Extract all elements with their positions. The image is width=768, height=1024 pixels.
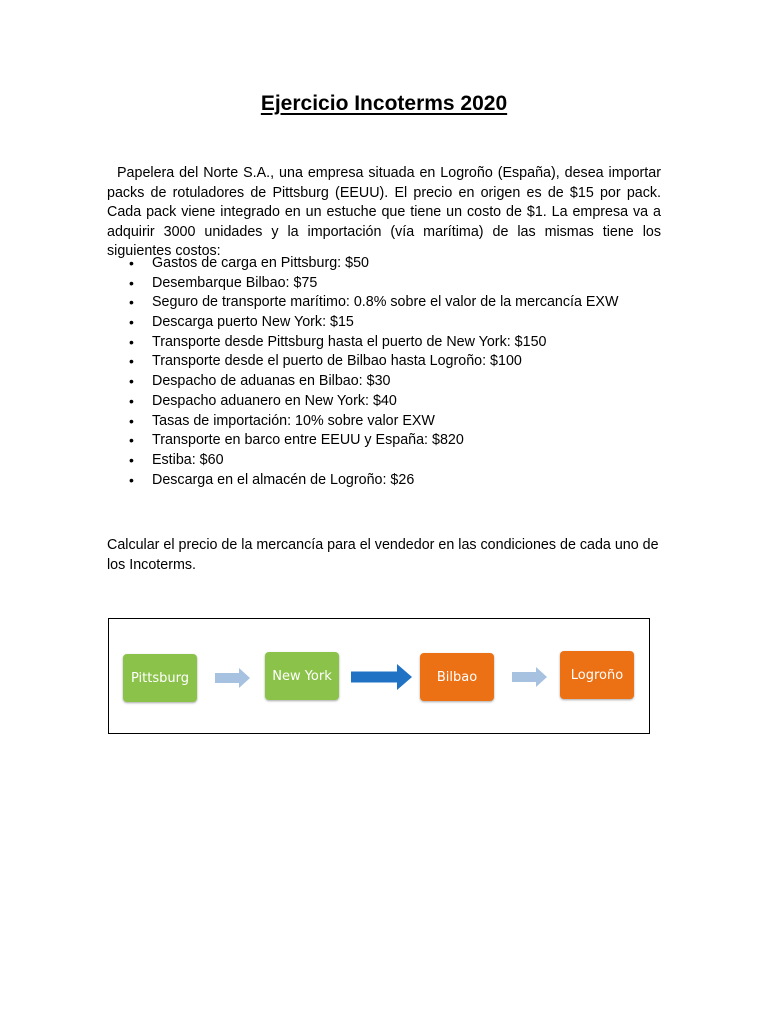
bullet-icon: • (129, 353, 134, 370)
list-item (107, 352, 667, 372)
bullet-icon: • (129, 314, 134, 331)
cost-item-text: Descarga en el almacén de Logroño: $26 (152, 471, 415, 488)
bullet-icon: • (129, 451, 134, 468)
list-item (107, 372, 667, 392)
route-diagram (108, 618, 650, 734)
question-paragraph: Calcular el precio de la mercancía para el vendedor en las condiciones de cada uno de los Incoterms. (107, 537, 659, 573)
cost-item-text: Seguro de transporte marítimo: 0.8% sobre el valor de la mercancía EXW (152, 294, 619, 311)
bullet-icon: • (129, 274, 134, 291)
list-item (107, 392, 667, 412)
list-item (107, 451, 667, 471)
node-logrono: Logroño (560, 651, 634, 699)
cost-item-text: Tasas de importación: 10% sobre valor EXW (152, 412, 435, 429)
bullet-icon: • (129, 392, 134, 409)
bullet-icon: • (129, 255, 134, 271)
list-item (107, 471, 667, 491)
bullet-icon: • (129, 412, 134, 429)
list-item (107, 333, 667, 353)
bullet-icon: • (129, 373, 134, 390)
node-bilbao: Bilbao (420, 653, 494, 701)
cost-item-text: Despacho aduanero en New York: $40 (152, 392, 397, 409)
list-item (107, 293, 667, 313)
bullet-icon: • (129, 432, 134, 449)
bullet-icon: • (129, 294, 134, 311)
arrow-right-icon (215, 668, 251, 688)
list-item (107, 274, 667, 294)
cost-item-text: Gastos de carga en Pittsburg: $50 (152, 255, 369, 271)
node-new-york: New York (265, 652, 339, 700)
page-title: Ejercicio Incoterms 2020 (260, 92, 508, 115)
cost-item-text: Desembarque Bilbao: $75 (152, 274, 318, 291)
cost-item-text: Descarga puerto New York: $15 (152, 314, 354, 331)
node-pittsburg: Pittsburg (123, 654, 197, 702)
arrow-right-icon (512, 667, 548, 687)
list-item (107, 412, 667, 432)
bullet-icon: • (129, 471, 134, 488)
cost-list (107, 254, 667, 490)
arrow-right-icon (351, 664, 413, 690)
list-item (107, 254, 667, 274)
cost-item-text: Transporte desde Pittsburg hasta el puerto de New York: $150 (152, 333, 547, 350)
cost-item-text: Estiba: $60 (152, 451, 224, 468)
intro-paragraph: Papelera del Norte S.A., una empresa situada en Logroño (España), desea importar packs de rotuladores de Pittsburg (EEUU). El precio en origen es de $15 por pack. Cada pack viene integrado en un estuche que tiene un costo de $1. La empresa va a adquirir 3000 unidades y la importación (vía marítima) de las mismas tiene los siguientes costos: (107, 165, 661, 259)
list-item (107, 313, 667, 333)
cost-item-text: Despacho de aduanas en Bilbao: $30 (152, 373, 391, 390)
bullet-icon: • (129, 333, 134, 350)
list-item (107, 431, 667, 451)
cost-item-text: Transporte en barco entre EEUU y España: $820 (152, 432, 464, 449)
cost-item-text: Transporte desde el puerto de Bilbao hasta Logroño: $100 (152, 353, 522, 370)
